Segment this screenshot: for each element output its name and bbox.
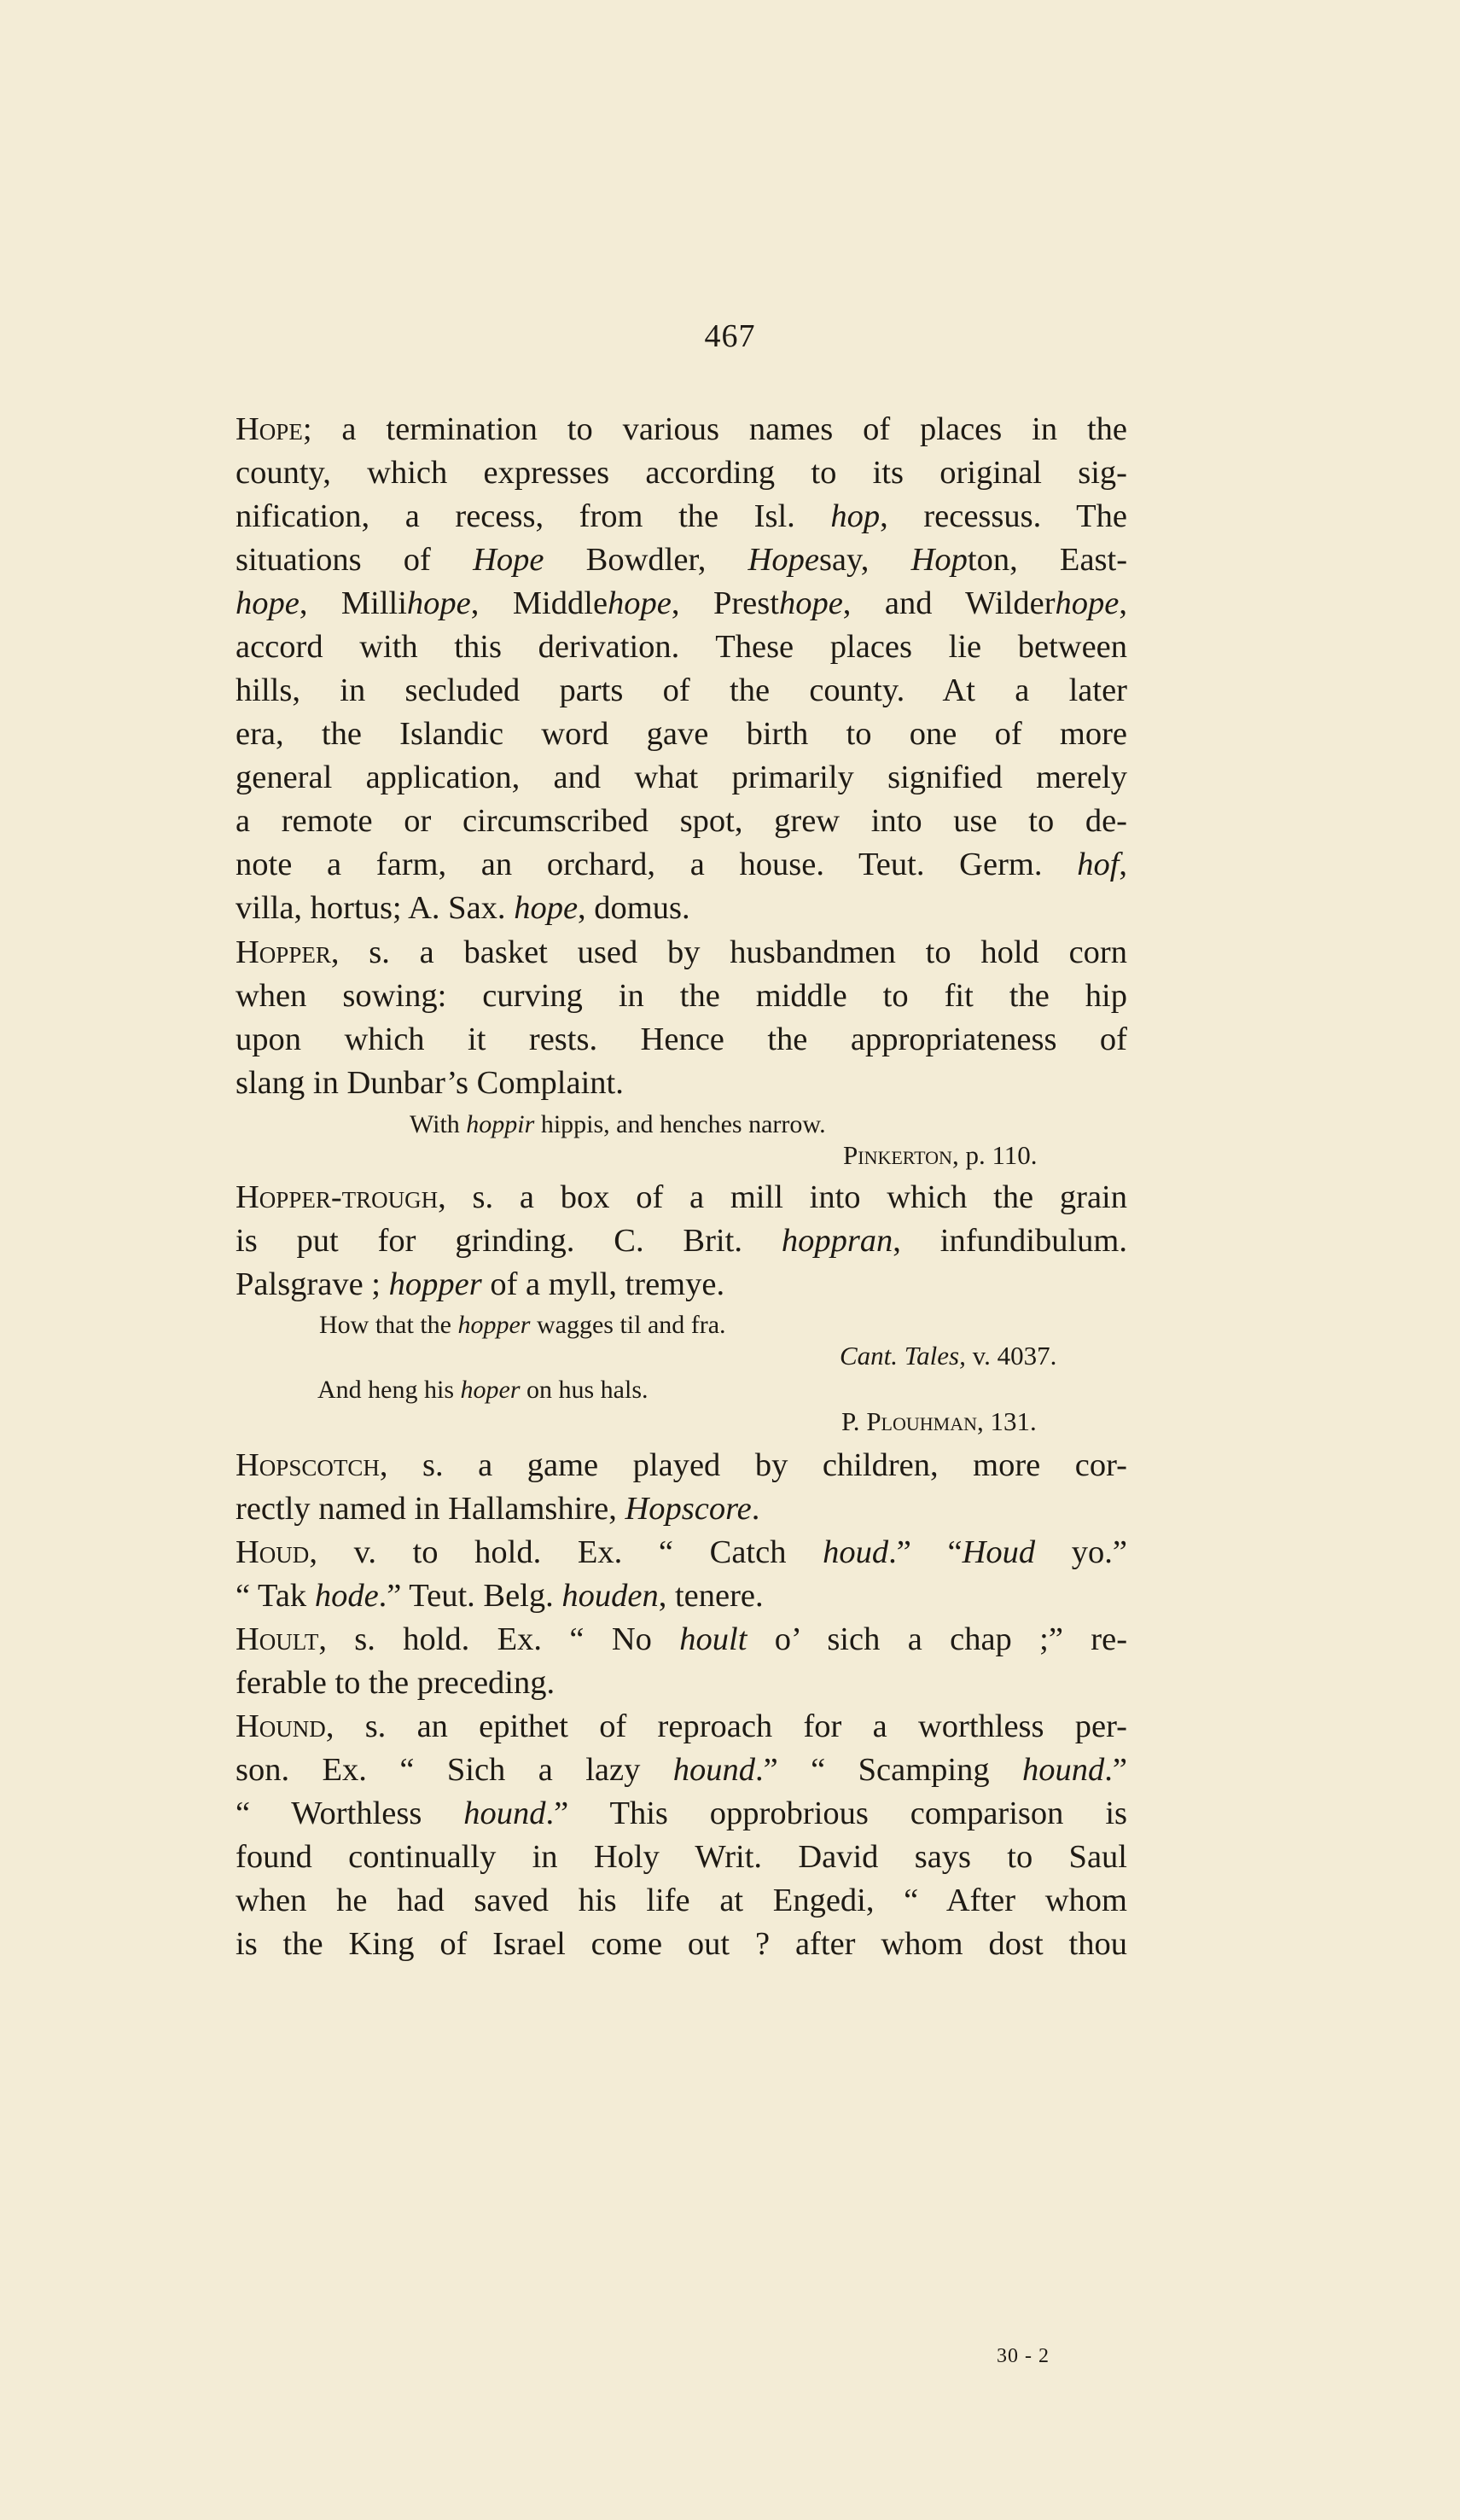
line-text: era, the Islandic word gave birth to one of more (236, 716, 1127, 752)
citation-text: , p. 110. (951, 1140, 1038, 1170)
text-line (236, 408, 1127, 451)
text-line (236, 626, 1127, 669)
italic-word: hope (778, 585, 843, 621)
line-text: , Milli (299, 585, 407, 621)
text-line (236, 800, 1127, 843)
quote-text: How that the (319, 1311, 451, 1339)
italic-word: Houd (962, 1534, 1036, 1570)
headword: Houd (236, 1534, 310, 1570)
text-line (236, 538, 1127, 582)
text-line (236, 1531, 1127, 1574)
line-text: ; a termination to various names of places in the (302, 411, 1127, 447)
headword: Hoult (236, 1621, 319, 1657)
italic-word: hound (463, 1795, 546, 1831)
line-text: .” “ Scamping (755, 1752, 990, 1788)
entry-hope (236, 408, 1127, 930)
text-line (236, 1444, 1127, 1487)
line-text: hills, in secluded parts of the county. At a later (236, 672, 1127, 708)
italic-word: hope (608, 585, 672, 621)
citation (840, 1341, 1056, 1371)
italic-word: hoult (679, 1621, 747, 1657)
quotation (319, 1308, 726, 1342)
text-line (236, 495, 1127, 538)
italic-word: houd (823, 1534, 889, 1570)
line-text: , and Wilder (842, 585, 1056, 621)
line-text: , s. an epithet of reproach for a worthless per- (325, 1708, 1127, 1744)
italic-word: hope (236, 585, 300, 621)
line-text: general application, and what primarily signified merely (236, 759, 1127, 795)
line-text: , Prest (671, 585, 779, 621)
line-text: when sowing: curving in the middle to fit the hip (236, 978, 1127, 1014)
line-text: “ Tak (236, 1578, 307, 1614)
text-line (236, 1749, 1127, 1792)
entry-hopper (236, 931, 1127, 1105)
line-text: of a myll, tremye. (490, 1266, 725, 1302)
line-text: is put for grinding. C. Brit. (236, 1223, 742, 1259)
text-line (236, 843, 1127, 887)
citation-text: P. (841, 1406, 860, 1436)
italic-word: Hopscore (625, 1491, 752, 1527)
line-text: accord with this derivation. These places lie between (236, 629, 1127, 665)
page-number: 467 (704, 318, 756, 354)
line-text: , tenere. (658, 1578, 764, 1614)
line-text: nification, a recess, from the Isl. (236, 498, 795, 534)
line-text: ferable to the preceding. (236, 1665, 555, 1701)
line-text: , (1119, 847, 1128, 882)
text-line (236, 756, 1127, 800)
text-line (236, 1923, 1127, 1966)
italic-word: hope (514, 890, 579, 926)
italic-word: Hope (473, 542, 544, 578)
line-text: found continually in Holy Writ. David says to Saul (236, 1839, 1127, 1875)
quotation (317, 1373, 649, 1407)
line-text: “ Worthless (236, 1795, 422, 1831)
italic-word: hopper (388, 1266, 482, 1302)
entry-hopper-trough (236, 1176, 1127, 1307)
italic-word: hound (672, 1752, 755, 1788)
entry-hopscotch-to-hound (236, 1444, 1127, 1966)
line-text: , s. a game played by children, more cor- (379, 1447, 1127, 1483)
line-text: county, which expresses according to its original sig- (236, 455, 1127, 491)
line-text: say, (818, 542, 870, 578)
quote-text: on hus hals. (526, 1376, 649, 1404)
italic-word: hoppran (781, 1223, 893, 1259)
text-line (236, 1176, 1127, 1219)
text-line (236, 975, 1127, 1018)
italic-word: Hope (747, 542, 819, 578)
line-text: rectly named in Hallamshire, (236, 1491, 617, 1527)
italic-word: hope (1055, 585, 1120, 621)
line-text: .” (1104, 1752, 1128, 1788)
text-line (236, 1062, 1127, 1105)
headword: Hope (236, 411, 303, 447)
line-text: Palsgrave ; (236, 1266, 381, 1302)
citation (843, 1140, 1038, 1171)
line-text: Bowdler, (585, 542, 707, 578)
italic-word: hound (1022, 1752, 1105, 1788)
line-text: upon which it rests. Hence the appropriateness of (236, 1021, 1127, 1057)
italic-word: hope (406, 585, 471, 621)
quote-text: And heng his (317, 1376, 454, 1404)
text-line (236, 582, 1127, 626)
italic-word: hode (314, 1578, 379, 1614)
line-text: yo.” (1071, 1534, 1128, 1570)
text-line (236, 1879, 1127, 1923)
line-text: , Middle (470, 585, 608, 621)
line-text: .” Teut. Belg. (378, 1578, 554, 1614)
italic-word: Hop (910, 542, 968, 578)
text-line (236, 1662, 1127, 1705)
italic-word: hop (830, 498, 881, 534)
citation (841, 1406, 1037, 1437)
cited-work: Plouhman (866, 1406, 977, 1436)
headword: Hopper (236, 934, 331, 970)
text-line (236, 713, 1127, 756)
text-line (236, 1018, 1127, 1062)
line-text: a remote or circumscribed spot, grew into use to de- (236, 803, 1127, 839)
line-text: , (1119, 585, 1127, 621)
line-text: note a farm, an orchard, a house. Teut. Germ. (236, 847, 1043, 882)
italic-word: hopper (457, 1311, 531, 1339)
line-text: , s. a box of a mill into which the grain (438, 1179, 1127, 1215)
line-text: o’ sich a chap ;” re- (774, 1621, 1128, 1657)
text-line (236, 1487, 1127, 1531)
line-text: villa, hortus; A. Sax. (236, 890, 506, 926)
line-text: , s. a basket used by husbandmen to hold corn (330, 934, 1127, 970)
text-line (236, 931, 1127, 975)
cited-work: Cant. Tales, (840, 1341, 966, 1371)
line-text: , v. to hold. Ex. “ Catch (309, 1534, 787, 1570)
text-line (236, 1792, 1127, 1836)
line-text: ton, East- (967, 542, 1128, 578)
text-line (236, 887, 1127, 930)
italic-word: houden (561, 1578, 659, 1614)
line-text: , domus. (578, 890, 690, 926)
citation-text: v. 4037. (972, 1341, 1057, 1371)
text-line (236, 1574, 1127, 1618)
quote-text: With (410, 1110, 460, 1138)
quote-text: hippis, and henches narrow. (540, 1110, 826, 1138)
signature-mark: 30 - 2 (997, 2345, 1050, 2367)
line-text: when he had saved his life at Engedi, “ After whom (236, 1883, 1127, 1918)
line-text: , recessus. The (880, 498, 1127, 534)
text-line (236, 451, 1127, 495)
line-text: situations of (236, 542, 431, 578)
text-line (236, 1263, 1127, 1307)
line-text: .” This opprobrious comparison is (545, 1795, 1128, 1831)
cited-author: Pinkerton (843, 1140, 952, 1170)
citation-text: , 131. (977, 1406, 1037, 1436)
text-line (236, 1836, 1127, 1879)
line-text: . (751, 1491, 760, 1527)
text-line (236, 1705, 1127, 1749)
quotation (410, 1108, 826, 1142)
line-text: , infundibulum. (893, 1223, 1128, 1259)
quote-text: wagges til and fra. (536, 1311, 726, 1339)
line-text: son. Ex. “ Sich a lazy (236, 1752, 641, 1788)
text-line (236, 1219, 1127, 1263)
line-text: .” “ (888, 1534, 963, 1570)
text-line (236, 1618, 1127, 1662)
headword: Hopper-trough (236, 1179, 439, 1215)
headword: Hopscotch (236, 1447, 380, 1483)
line-text: slang in Dunbar’s Complaint. (236, 1065, 624, 1101)
italic-word: hoppir (466, 1110, 535, 1138)
line-text: is the King of Israel come out ? after whom dost thou (236, 1926, 1127, 1962)
italic-word: hoper (460, 1376, 521, 1404)
italic-word: hof (1077, 847, 1120, 882)
text-line (236, 669, 1127, 713)
headword: Hound (236, 1708, 326, 1744)
line-text: , s. hold. Ex. “ No (318, 1621, 652, 1657)
